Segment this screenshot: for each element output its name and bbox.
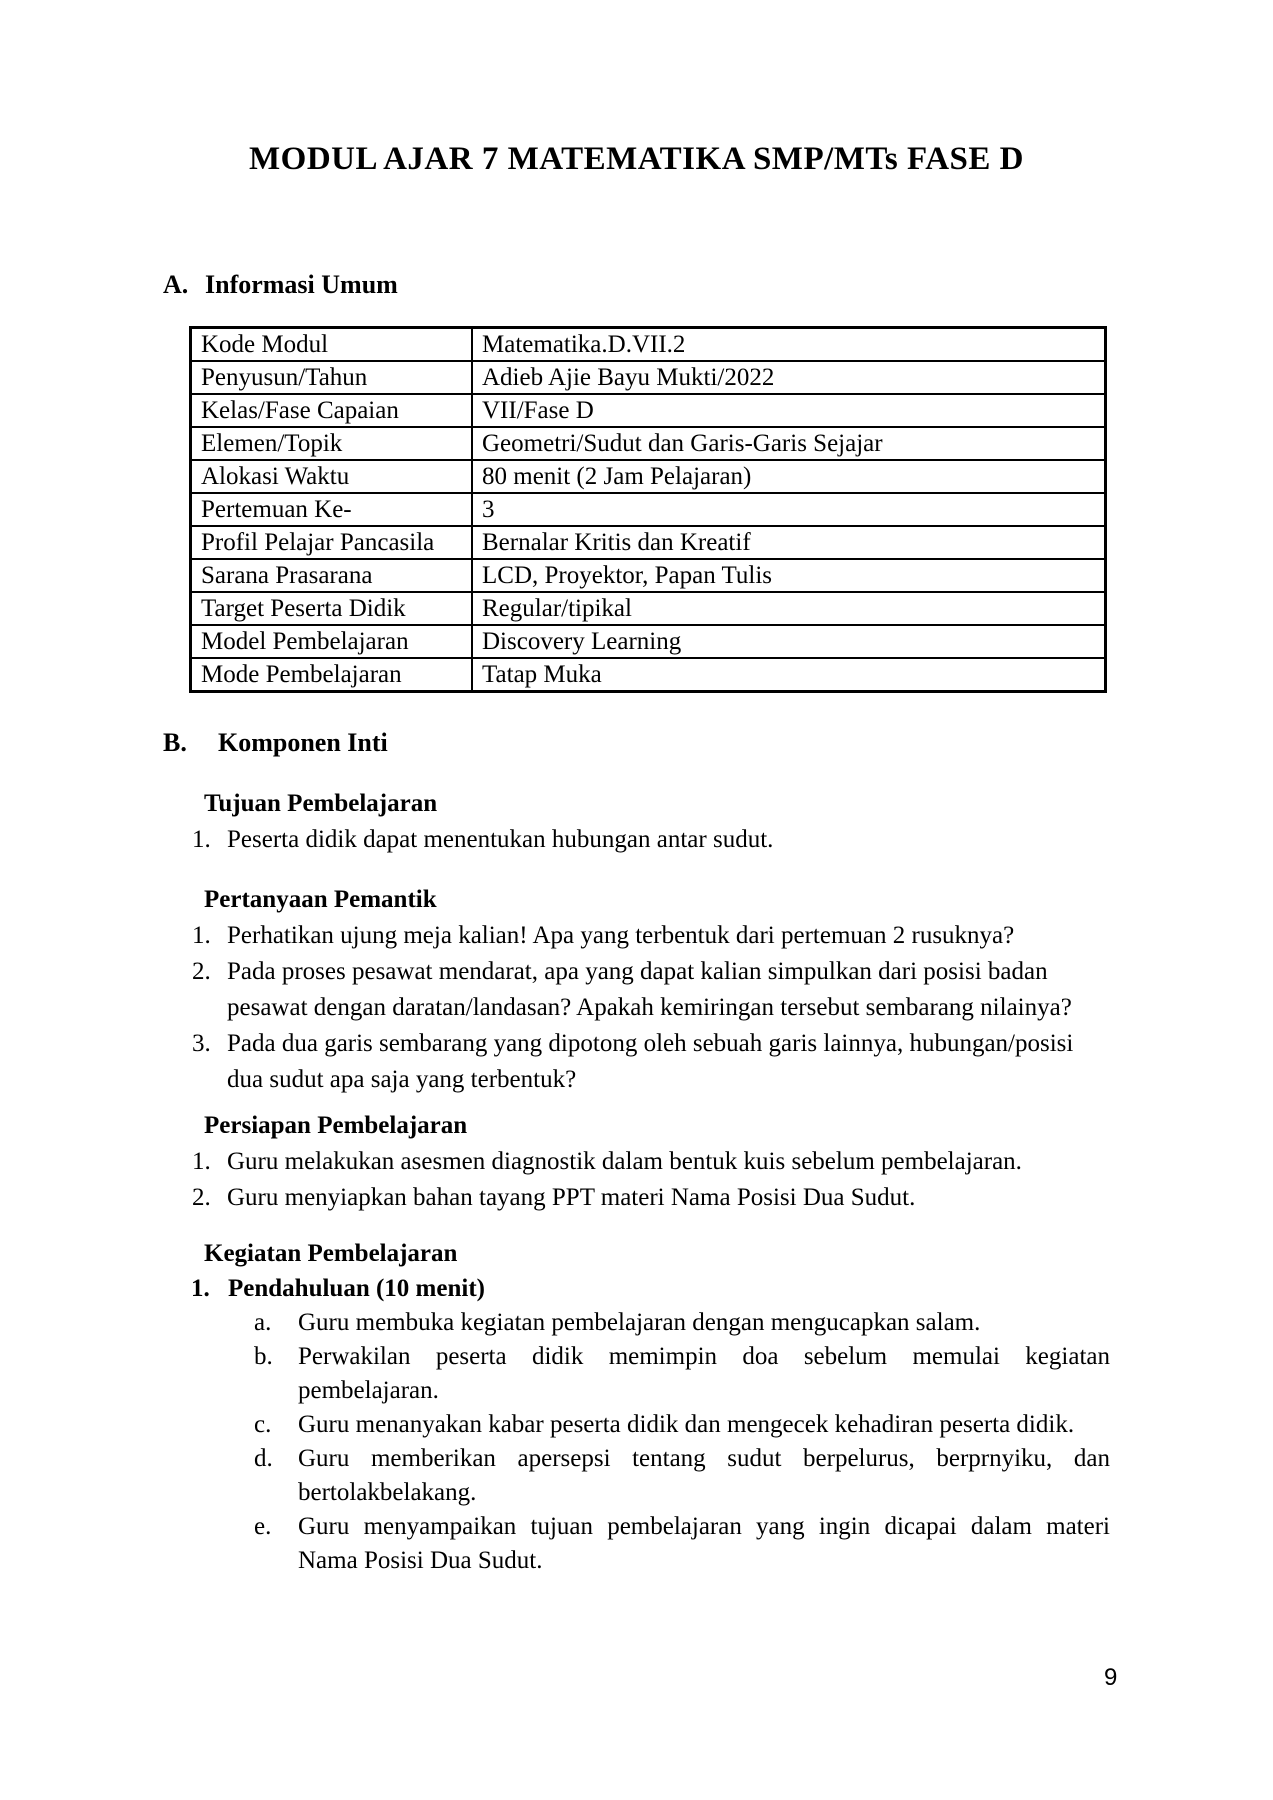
row-label: Pertemuan Ke- (191, 493, 473, 526)
item-number: 2. (192, 958, 211, 985)
pertanyaan-heading: Pertanyaan Pemantik (204, 886, 437, 913)
row-label: Target Peserta Didik (191, 592, 473, 625)
list-item (192, 1180, 1110, 1216)
row-value: 80 menit (2 Jam Pelajaran) (472, 460, 1106, 493)
row-value: Tatap Muka (472, 658, 1106, 692)
item-number: 2. (192, 1184, 211, 1211)
table-row (191, 361, 1106, 394)
row-label: Model Pembelajaran (191, 625, 473, 658)
table-row (191, 658, 1106, 692)
section-a-letter: A. (163, 270, 189, 299)
phase-heading (191, 1272, 1273, 1306)
table-row (191, 625, 1106, 658)
section-b-letter: B. (163, 728, 187, 757)
section-a-heading (163, 268, 1273, 302)
section-b-heading-text: Komponen Inti (218, 728, 388, 757)
item-text: Guru memberikan apersepsi tentang sudut berpelurus, berprnyiku, dan bertolakbelakang. (298, 1445, 1110, 1506)
row-label: Profil Pelajar Pancasila (191, 526, 473, 559)
persiapan-heading: Persiapan Pembelajaran (204, 1112, 468, 1139)
list-item (254, 1340, 1110, 1408)
list-item (192, 822, 1110, 858)
row-value: Matematika.D.VII.2 (472, 328, 1106, 362)
list-item (192, 1144, 1110, 1180)
row-value: Bernalar Kritis dan Kreatif (472, 526, 1106, 559)
item-text: Perhatikan ujung meja kalian! Apa yang terbentuk dari pertemuan 2 rusuknya? (227, 922, 1015, 949)
table-row (191, 328, 1106, 362)
row-label: Penyusun/Tahun (191, 361, 473, 394)
item-text: Guru membuka kegiatan pembelajaran dengan mengucapkan salam. (298, 1309, 981, 1336)
list-item (192, 954, 1110, 1026)
list-item (192, 918, 1110, 954)
row-label: Mode Pembelajaran (191, 658, 473, 692)
phase-title: Pendahuluan (10 menit) (228, 1275, 485, 1302)
tujuan-heading: Tujuan Pembelajaran (204, 790, 438, 817)
section-a-heading-text: Informasi Umum (205, 270, 398, 299)
item-text: Guru menyiapkan bahan tayang PPT materi Nama Posisi Dua Sudut. (227, 1184, 916, 1211)
row-value: 3 (472, 493, 1106, 526)
row-label: Kode Modul (191, 328, 473, 362)
item-text: Guru menyampaikan tujuan pembelajaran yang ingin dicapai dalam materi Nama Posisi Dua Sudut. (298, 1513, 1110, 1574)
row-value: VII/Fase D (472, 394, 1106, 427)
info-table (189, 326, 1107, 693)
row-value: LCD, Proyektor, Papan Tulis (472, 559, 1106, 592)
section-b-heading (163, 726, 1273, 760)
row-label: Kelas/Fase Capaian (191, 394, 473, 427)
item-text: Pada dua garis sembarang yang dipotong oleh sebuah garis lainnya, hubungan/posisi dua sudut apa saja yang terbentuk? (227, 1030, 1074, 1093)
item-text: Peserta didik dapat menentukan hubungan antar sudut. (227, 826, 774, 853)
item-letter: d. (254, 1445, 273, 1472)
item-number: 1. (192, 922, 211, 949)
item-letter: a. (254, 1309, 272, 1336)
table-row (191, 493, 1106, 526)
list-item (254, 1510, 1110, 1578)
item-letter: c. (254, 1411, 272, 1438)
item-letter: e. (254, 1513, 272, 1540)
item-text: Perwakilan peserta didik memimpin doa sebelum memulai kegiatan pembelajaran. (298, 1343, 1110, 1404)
item-text: Pada proses pesawat mendarat, apa yang dapat kalian simpulkan dari posisi badan pesawat dengan daratan/landasan? Apakah kemiringan tersebut sembarang nilainya? (227, 958, 1072, 1021)
row-label: Alokasi Waktu (191, 460, 473, 493)
list-item (254, 1306, 1110, 1340)
row-label: Sarana Prasarana (191, 559, 473, 592)
row-value: Regular/tipikal (472, 592, 1106, 625)
row-label: Elemen/Topik (191, 427, 473, 460)
list-item (254, 1408, 1110, 1442)
table-row (191, 592, 1106, 625)
table-row (191, 427, 1106, 460)
page-number: 9 (1104, 1664, 1118, 1691)
item-text: Guru melakukan asesmen diagnostik dalam bentuk kuis sebelum pembelajaran. (227, 1148, 1022, 1175)
item-number: 1. (192, 826, 211, 853)
kegiatan-heading: Kegiatan Pembelajaran (204, 1240, 458, 1267)
table-row (191, 526, 1106, 559)
table-row (191, 559, 1106, 592)
list-item (254, 1442, 1110, 1510)
list-item (192, 1026, 1110, 1098)
item-text: Guru menanyakan kabar peserta didik dan mengecek kehadiran peserta didik. (298, 1411, 1075, 1438)
table-row (191, 460, 1106, 493)
table-row (191, 394, 1106, 427)
item-letter: b. (254, 1343, 273, 1370)
item-number: 3. (192, 1030, 211, 1057)
row-value: Geometri/Sudut dan Garis-Garis Sejajar (472, 427, 1106, 460)
phase-number: 1. (191, 1275, 210, 1302)
page-title: MODUL AJAR 7 MATEMATIKA SMP/MTs FASE D (249, 141, 1024, 177)
row-value: Discovery Learning (472, 625, 1106, 658)
row-value: Adieb Ajie Bayu Mukti/2022 (472, 361, 1106, 394)
item-number: 1. (192, 1148, 211, 1175)
